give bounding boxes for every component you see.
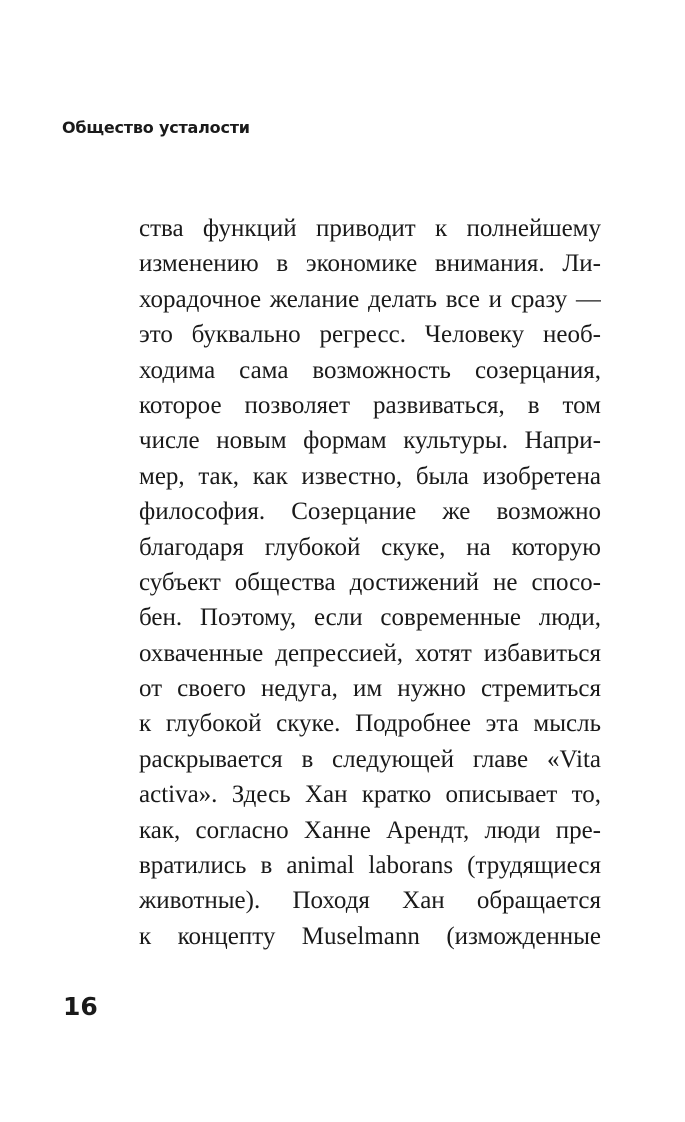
body-text [139,211,601,954]
text-line: это буквально регресс. Человеку необ- [139,321,601,349]
page-number: 16 [63,992,98,1021]
text-line: от своего недуга, им нужно стремиться [139,675,601,703]
text-line: которое позволяет развиваться, в том [139,391,601,419]
text-line: ходима сама возможность созерцания, [139,356,601,384]
text-line: бен. Поэтому, если современные люди, [139,604,601,632]
text-line: животные). Походя Хан обращается [139,887,601,915]
text-line: мер, так, как известно, была изобретена [139,462,601,490]
text-line: раскрывается в следующей главе «Vita [139,745,601,773]
text-line: изменению в экономике внимания. Ли- [139,250,601,278]
running-header: Общество усталости [62,118,250,137]
text-line: философия. Созерцание же возможно [139,498,601,526]
text-line: числе новым формам культуры. Напри- [139,427,601,455]
text-line: охваченные депрессией, хотят избавиться [139,639,601,667]
text-line: вратились в animal laborans (трудящиеся [139,852,601,880]
text-line: субъект общества достижений не спосо- [139,568,601,596]
text-line: ства функций приводит к полнейшему [139,215,601,242]
text-line: благодаря глубокой скуке, на которую [139,533,601,561]
text-line: хорадочное желание делать все и сразу — [139,285,601,313]
text-line: activa». Здесь Хан кратко описывает то, [139,781,601,809]
text-line: к глубокой скуке. Подробнее эта мысль [139,710,601,738]
text-line: к концепту Muselmann (изможденные [139,922,601,950]
text-line: как, согласно Ханне Арендт, люди пре- [139,816,601,844]
